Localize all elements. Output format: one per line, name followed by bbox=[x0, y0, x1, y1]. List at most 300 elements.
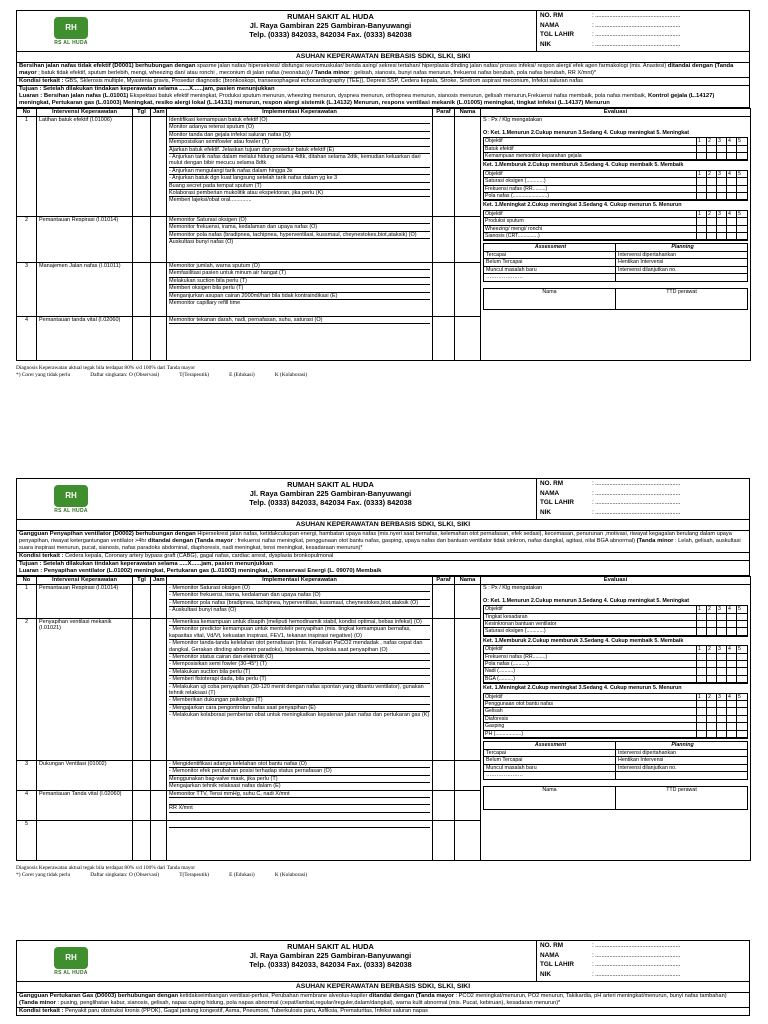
row-tgl[interactable] bbox=[133, 761, 151, 791]
scale-checkbox[interactable] bbox=[737, 668, 747, 675]
row-nama[interactable] bbox=[455, 117, 481, 217]
scale-checkbox[interactable] bbox=[717, 676, 727, 683]
label-nik: NIK bbox=[540, 508, 552, 516]
scale-checkbox[interactable] bbox=[737, 226, 747, 233]
row-paraf[interactable] bbox=[433, 585, 455, 619]
row-jam[interactable] bbox=[151, 790, 167, 820]
legend-item: E (Edukasi) bbox=[229, 372, 255, 378]
scale-header: 1 bbox=[697, 646, 707, 653]
scale-checkbox[interactable] bbox=[717, 621, 727, 628]
field-tgl-lahir[interactable]: : ...................................................... bbox=[592, 31, 681, 39]
scale-checkbox[interactable] bbox=[717, 614, 727, 621]
kondisi-body: Cedera kepala, Coronary artery bypass graft (CABG), gagal nafas, cardiac arrest, dysplasia bronkopulmonal bbox=[65, 553, 334, 559]
scale-checkbox[interactable] bbox=[707, 178, 717, 185]
legend-item: Daftar singkatan: O (Observasi) bbox=[90, 372, 160, 378]
implementation-item: - Mengajarkan cara pengontrolan nafas saat penyapihan (E) bbox=[169, 705, 430, 712]
tujuan: Tujuan : Setelah dilakukan tindakan keperawatan selama ......X......jam, pasien menunjukkan bbox=[19, 86, 275, 92]
row-paraf[interactable] bbox=[433, 217, 455, 263]
scale-checkbox[interactable] bbox=[697, 716, 707, 723]
hospital-name: RUMAH SAKIT AL HUDA bbox=[287, 12, 374, 21]
scale-checkbox[interactable] bbox=[717, 146, 727, 153]
scale-checkbox[interactable] bbox=[717, 708, 727, 715]
scale-checkbox[interactable] bbox=[717, 628, 727, 635]
scale-checkbox[interactable] bbox=[717, 186, 727, 193]
diagnosis-cause: spasme jalan nafas/ hipersekresi/ disfungsi neuromuskular/ benda asing/ sekresi tertahan/ hiperplasia dinding jalan nafas/ proses infeksi/ respon alergi/ efek agen farmakologi (mis. Anastesi) bbox=[197, 63, 667, 69]
scale-checkbox[interactable] bbox=[707, 628, 717, 635]
eval-grid-1 bbox=[483, 605, 748, 637]
implementation-item: - Memberi fisioterapi dada, bila perlu (T) bbox=[169, 676, 430, 683]
scale-checkbox[interactable] bbox=[737, 146, 747, 153]
objective-indicator: Pola nafas (..........) bbox=[484, 661, 697, 668]
scale-header: 1 bbox=[697, 606, 707, 613]
scale-checkbox[interactable] bbox=[697, 621, 707, 628]
row-paraf[interactable] bbox=[433, 790, 455, 820]
sign-ttd[interactable]: TTD perawat bbox=[666, 288, 697, 295]
col-tgl: Tgl bbox=[133, 577, 151, 585]
scale-checkbox[interactable] bbox=[697, 614, 707, 621]
scale-checkbox[interactable] bbox=[697, 628, 707, 635]
scale-checkbox[interactable] bbox=[697, 701, 707, 708]
implementation-item: Identifikasi kemampuan batuk efektif (O) bbox=[169, 117, 430, 124]
row-tgl[interactable] bbox=[133, 619, 151, 761]
scale-checkbox[interactable] bbox=[707, 153, 717, 160]
eval-objective-key: O: Ket. 1.Menurun 2.Cukup menurun 3.Sedang 4. Cukup meningkat 5. Meningkat bbox=[483, 597, 690, 604]
scale-checkbox[interactable] bbox=[697, 654, 707, 661]
implementation-item: Buang secret pada tempat sputum (T) bbox=[169, 183, 430, 190]
assessment-option[interactable]: Belum Tercapai bbox=[484, 757, 616, 764]
implementation-item: - Memberikan dukungan psikologis (T) bbox=[169, 697, 430, 704]
table-row bbox=[17, 585, 751, 619]
scale-checkbox[interactable] bbox=[727, 708, 737, 715]
implementation-item: Mengajarkan tehnik relaksasi nafas dalam (E) bbox=[169, 783, 281, 790]
row-nama[interactable] bbox=[455, 790, 481, 820]
implementation-item: - Melakukan uji coba penyapihan (30-120 menit dengan nafas spontan yang dibantu ventilator), gunakan tehnik relaksasi (T) bbox=[169, 684, 430, 698]
objective-indicator: Saturasi oksigen (............) bbox=[484, 628, 697, 635]
row-jam[interactable] bbox=[151, 761, 167, 791]
scale-checkbox[interactable] bbox=[717, 668, 727, 675]
field-nik[interactable]: : ...................................................... bbox=[592, 508, 681, 516]
row-paraf[interactable] bbox=[433, 263, 455, 317]
row-tgl[interactable] bbox=[133, 263, 151, 317]
scale-header: 5 bbox=[737, 606, 747, 613]
hospital-address: Jl. Raya Gambiran 225 Gambiran-Banyuwangi bbox=[249, 21, 412, 30]
scale-checkbox[interactable] bbox=[697, 178, 707, 185]
planning-option[interactable]: Intervensi dipertahankan bbox=[618, 251, 677, 258]
scale-checkbox[interactable] bbox=[717, 218, 727, 225]
row-nama[interactable] bbox=[455, 585, 481, 619]
assessment-option[interactable]: Muncul masalah baru bbox=[484, 267, 616, 274]
row-implementasi bbox=[167, 585, 433, 619]
sign-nama[interactable]: Nama bbox=[484, 289, 616, 309]
mayor-label: ditandai dengan (Tanda mayor bbox=[369, 993, 455, 999]
form-sheet-3 bbox=[16, 940, 750, 1016]
scale-checkbox[interactable] bbox=[707, 614, 717, 621]
scale-checkbox[interactable] bbox=[727, 193, 737, 200]
scale-checkbox[interactable] bbox=[737, 654, 747, 661]
scale-checkbox[interactable] bbox=[717, 233, 727, 240]
scale-checkbox[interactable] bbox=[697, 186, 707, 193]
diagnosis-block bbox=[16, 993, 750, 1008]
scale-checkbox[interactable] bbox=[737, 676, 747, 683]
scale-checkbox[interactable] bbox=[737, 153, 747, 160]
row-tgl[interactable] bbox=[133, 217, 151, 263]
legend-item: Daftar singkatan: O (Observasi) bbox=[90, 871, 160, 878]
label-tgl-lahir: TGL LAHIR bbox=[540, 961, 574, 969]
row-paraf[interactable] bbox=[433, 820, 455, 860]
minor-label: (Tanda minor bbox=[636, 538, 674, 544]
assessment-other[interactable]: ………………… bbox=[484, 274, 616, 281]
scale-checkbox[interactable] bbox=[727, 723, 737, 730]
scale-checkbox[interactable] bbox=[737, 708, 747, 715]
implementation-item: Memonitor tekanan darah, nadi, pernafasan, suhu, saturasi (O) bbox=[169, 317, 430, 324]
scale-checkbox[interactable] bbox=[737, 218, 747, 225]
scale-checkbox[interactable] bbox=[737, 731, 747, 738]
planning-option[interactable]: Hentikan Intervensi bbox=[618, 757, 664, 764]
scale-checkbox[interactable] bbox=[707, 226, 717, 233]
objective-indicator: Tingkat kesadaran bbox=[484, 614, 697, 621]
kondisi-label: Kondisi terkait : bbox=[19, 78, 64, 84]
ap-row bbox=[484, 757, 747, 765]
minor-body: : gelisah, sianosis, bunyi nafas menurun, frekuensi nafas berubah, pola nafas berubah, RR X/mnt)* bbox=[351, 70, 597, 76]
minor-label: (Tanda minor bbox=[19, 1000, 56, 1006]
col-evaluasi: Evaluasi bbox=[481, 109, 751, 117]
scale-checkbox[interactable] bbox=[717, 716, 727, 723]
implementation-item: - Mengidentifikasi adanya kelelahan otot bantu nafas (O) bbox=[169, 761, 430, 768]
scale-checkbox[interactable] bbox=[737, 178, 747, 185]
scale-checkbox[interactable] bbox=[727, 716, 737, 723]
table-header bbox=[17, 109, 751, 117]
sheet-header bbox=[16, 940, 750, 982]
ap-row bbox=[484, 765, 747, 773]
hospital-name: RUMAH SAKIT AL HUDA bbox=[287, 480, 374, 489]
planning-option[interactable]: Intervensi dilanjutkan no. bbox=[618, 764, 677, 771]
scale-checkbox[interactable] bbox=[717, 661, 727, 668]
assessment-option[interactable]: Tercapai bbox=[484, 252, 616, 259]
scale-checkbox[interactable] bbox=[727, 676, 737, 683]
ap-row bbox=[484, 274, 747, 281]
scale-checkbox[interactable] bbox=[707, 661, 717, 668]
scale-header: 4 bbox=[727, 211, 737, 218]
row-nama[interactable] bbox=[455, 820, 481, 860]
scale-checkbox[interactable] bbox=[727, 226, 737, 233]
hospital-phone: Telp. (0333) 842033, 842034 Fax. (0333) 842038 bbox=[249, 960, 412, 969]
row-nama[interactable] bbox=[455, 619, 481, 761]
scale-checkbox[interactable] bbox=[697, 153, 707, 160]
mayor-body: : PCO2 meningkat/menurun, PO2 menurun, Takikardia, pH arteri meningkat/menurun, bunyi nafas tambahan) bbox=[455, 993, 727, 999]
objective-indicator: Frekuensi nafas (RR.........) bbox=[484, 186, 697, 193]
assessment-option[interactable]: Muncul masalah baru bbox=[484, 765, 616, 772]
scale-checkbox[interactable] bbox=[737, 621, 747, 628]
row-implementasi bbox=[167, 263, 433, 317]
scale-checkbox[interactable] bbox=[707, 676, 717, 683]
scale-checkbox[interactable] bbox=[737, 716, 747, 723]
sign-ttd[interactable]: TTD perawat bbox=[666, 786, 697, 793]
eval-subjective: S : Px / Klg mengatakan bbox=[483, 585, 543, 591]
label-nama: NAMA bbox=[540, 489, 560, 497]
scale-checkbox[interactable] bbox=[697, 218, 707, 225]
scale-checkbox[interactable] bbox=[727, 186, 737, 193]
signature-box bbox=[483, 786, 748, 810]
form-sheet-1 bbox=[16, 10, 750, 379]
scale-checkbox[interactable] bbox=[697, 193, 707, 200]
implementation-item: Memonitor TTV, Tensi mmHg, suhu C, nadi X/mnt bbox=[169, 791, 430, 798]
field-no-rm[interactable]: : ...................................................... bbox=[592, 942, 681, 950]
sign-nama[interactable]: Nama bbox=[484, 787, 616, 809]
legend-item: K (Kolaborasi) bbox=[274, 871, 308, 878]
scale-checkbox[interactable] bbox=[707, 731, 717, 738]
col-jam: Jam bbox=[151, 577, 167, 585]
scale-checkbox[interactable] bbox=[717, 193, 727, 200]
scale-checkbox[interactable] bbox=[707, 701, 717, 708]
scale-checkbox[interactable] bbox=[727, 668, 737, 675]
eval-key-2: Ket. 1.Memburuk 2.Cukup memburuk 3.Sedang 4. Cukup membaik 5. Membaik bbox=[483, 637, 684, 644]
label-nama: NAMA bbox=[540, 951, 560, 959]
eval-grid-1 bbox=[483, 137, 748, 161]
scale-checkbox[interactable] bbox=[737, 193, 747, 200]
scale-checkbox[interactable] bbox=[737, 233, 747, 240]
label-nik: NIK bbox=[540, 40, 552, 48]
scale-checkbox[interactable] bbox=[727, 614, 737, 621]
scale-header: 4 bbox=[727, 171, 737, 178]
scale-checkbox[interactable] bbox=[717, 723, 727, 730]
scale-checkbox[interactable] bbox=[727, 146, 737, 153]
objective-indicator: Penggunaan otot bantu nafas bbox=[484, 701, 697, 708]
col-jam: Jam bbox=[151, 109, 167, 117]
row-paraf[interactable] bbox=[433, 619, 455, 761]
scale-checkbox[interactable] bbox=[697, 731, 707, 738]
patient-identity bbox=[537, 11, 749, 51]
scale-checkbox[interactable] bbox=[727, 178, 737, 185]
label-no-rm: NO. RM bbox=[540, 12, 564, 20]
hospital-phone: Telp. (0333) 842033, 842034 Fax. (0333) 842038 bbox=[249, 498, 412, 507]
label-no-rm: NO. RM bbox=[540, 480, 564, 488]
logo-text: RS AL HUDA bbox=[54, 39, 88, 46]
scale-checkbox[interactable] bbox=[697, 226, 707, 233]
row-intervensi: Pemantauan tanda vital (I.02060) bbox=[37, 317, 133, 361]
form-title: ASUHAN KEPERAWATAN BERBASIS SDKI, SLKI, SIKI bbox=[16, 520, 750, 531]
row-nama[interactable] bbox=[455, 761, 481, 791]
scale-checkbox[interactable] bbox=[717, 701, 727, 708]
scale-checkbox[interactable] bbox=[707, 218, 717, 225]
row-jam[interactable] bbox=[151, 317, 167, 361]
diagnosis-title: Gangguan Penyapihan ventilator (D0002) berhubungan dengan bbox=[19, 531, 196, 537]
scale-checkbox[interactable] bbox=[737, 661, 747, 668]
field-nama[interactable]: : ...................................................... bbox=[592, 951, 681, 959]
col-paraf: Paraf bbox=[433, 109, 455, 117]
scale-checkbox[interactable] bbox=[717, 226, 727, 233]
scale-checkbox[interactable] bbox=[707, 654, 717, 661]
hospital-name: RUMAH SAKIT AL HUDA bbox=[287, 942, 374, 951]
row-tgl[interactable] bbox=[133, 585, 151, 619]
scale-checkbox[interactable] bbox=[697, 661, 707, 668]
footer-notes bbox=[16, 365, 750, 379]
scale-checkbox[interactable] bbox=[707, 621, 717, 628]
row-nama[interactable] bbox=[455, 217, 481, 263]
diagnosis-block bbox=[16, 531, 750, 553]
field-nama[interactable]: : ...................................................... bbox=[592, 489, 681, 497]
scale-checkbox[interactable] bbox=[737, 186, 747, 193]
row-tgl[interactable] bbox=[133, 117, 151, 217]
table-header bbox=[17, 577, 751, 585]
scale-checkbox[interactable] bbox=[727, 661, 737, 668]
col-nama: Nama bbox=[455, 109, 481, 117]
eval-grid-2 bbox=[483, 170, 748, 202]
mayor-body: ; batuk tidak efektif, sputum berlebih, mengi, wheezing dan/ atau ronchi , meconium di jalan nafas (neonatus)) bbox=[38, 70, 310, 76]
hospital-logo bbox=[17, 479, 125, 519]
objective-indicator: PH (..................) bbox=[484, 731, 697, 738]
implementation-item: - Memonitor Saturasi oksigen (O) bbox=[169, 585, 430, 592]
planning-other[interactable] bbox=[616, 772, 747, 779]
tujuan: Tujuan : Setelah dilakukan tindakan keperawatan selama .....X......jam, pasien menunjukkan bbox=[19, 561, 273, 567]
scale-checkbox[interactable] bbox=[707, 146, 717, 153]
row-jam[interactable] bbox=[151, 619, 167, 761]
scale-checkbox[interactable] bbox=[717, 178, 727, 185]
scale-checkbox[interactable] bbox=[717, 153, 727, 160]
scale-checkbox[interactable] bbox=[707, 716, 717, 723]
scale-checkbox[interactable] bbox=[707, 186, 717, 193]
implementation-item: - Auskultasi bunyi nafas (O) bbox=[169, 607, 237, 614]
scale-header: 2 bbox=[707, 138, 717, 145]
row-nama[interactable] bbox=[455, 263, 481, 317]
label-nama: NAMA bbox=[540, 21, 560, 29]
scale-checkbox[interactable] bbox=[707, 193, 717, 200]
logo-mark: RH bbox=[54, 17, 88, 39]
scale-checkbox[interactable] bbox=[697, 723, 707, 730]
implementation-item: Melakukan suction bila perlu (T) bbox=[169, 278, 430, 285]
row-jam[interactable] bbox=[151, 820, 167, 860]
legend-item: T(Terapeutik) bbox=[179, 372, 210, 378]
scale-checkbox[interactable] bbox=[727, 621, 737, 628]
field-nik[interactable]: : ...................................................... bbox=[592, 40, 681, 48]
row-nama[interactable] bbox=[455, 317, 481, 361]
field-tgl-lahir[interactable]: : ...................................................... bbox=[592, 499, 681, 507]
scale-checkbox[interactable] bbox=[717, 654, 727, 661]
hospital-info bbox=[125, 941, 537, 981]
luaran: Luaran : Penyapihan ventilator (L.01002) meningkat, Pertukaran gas (L.01003) meningkat, , Konservasi Energi (L. 09070) Membaik bbox=[19, 568, 382, 574]
implementation-item: Monitor adanya retensi sputum (O) bbox=[169, 124, 430, 131]
kondisi-block bbox=[16, 1008, 750, 1016]
implementation-item: Ajarkan batuk efektif. Jelaskan tujuan dan prosedur batuk efektif (E) bbox=[169, 147, 430, 154]
eval-grid-3 bbox=[483, 210, 748, 242]
scale-checkbox[interactable] bbox=[697, 676, 707, 683]
objective-indicator: Produksi sputum bbox=[484, 218, 697, 225]
scale-checkbox[interactable] bbox=[727, 153, 737, 160]
scale-header: 2 bbox=[707, 646, 717, 653]
scale-header: 5 bbox=[737, 694, 747, 701]
scale-checkbox[interactable] bbox=[727, 654, 737, 661]
scale-checkbox[interactable] bbox=[727, 218, 737, 225]
sheet-header bbox=[16, 478, 750, 520]
row-tgl[interactable] bbox=[133, 790, 151, 820]
kondisi-block bbox=[16, 78, 750, 86]
logo-mark: RH bbox=[54, 485, 88, 507]
objective-indicator: Frekuensi nafas (RR.........) bbox=[484, 654, 697, 661]
scale-checkbox[interactable] bbox=[737, 723, 747, 730]
implementation-item: Monitor tanda dan gejala infeksi saluran nafas (O) bbox=[169, 132, 430, 139]
row-tgl[interactable] bbox=[133, 820, 151, 860]
scale-checkbox[interactable] bbox=[727, 233, 737, 240]
implementation-item: - Memonitor pola nafas (bradipnea, tachipnea, hyperventilasi, kussmaul, cheynestokes,biot,ataksik (O) bbox=[169, 600, 430, 607]
row-implementasi bbox=[167, 317, 433, 361]
implementation-item: Memonitor pola nafas (bradipnea, tachipnea, hyperventilasi, kussmaul, cheynestokes,biot,ataksik) (O) bbox=[169, 232, 430, 239]
objective-header: Objektif bbox=[484, 646, 697, 653]
row-no: 4 bbox=[17, 790, 37, 820]
minor-body: : Lelah, gelisah, auskultasi suara inspirasi menurun, pucat, sianosis, nafas paradoks abdominal, diaphoresis, nadi meningkat, tensi meningkat, kesadaraan menurun)* bbox=[19, 538, 741, 551]
hospital-address: Jl. Raya Gambiran 225 Gambiran-Banyuwangi bbox=[249, 951, 412, 960]
field-nama[interactable]: : ...................................................... bbox=[592, 21, 681, 29]
planning-other[interactable] bbox=[616, 274, 747, 281]
scale-checkbox[interactable] bbox=[707, 723, 717, 730]
scale-checkbox[interactable] bbox=[727, 628, 737, 635]
row-no: 1 bbox=[17, 117, 37, 217]
scale-checkbox[interactable] bbox=[717, 731, 727, 738]
implementation-item: - Anjurkan batuk dgn kuat langsung setelah tarik nafas dalam yg ke 3 bbox=[169, 175, 430, 182]
scale-header: 5 bbox=[737, 646, 747, 653]
implementation-item: - Memonitor tanda-tanda kelelahan otot pernafasan (mis. Kenaikan PaCO2 mendadak , nafas cepat dan dangkal, Gerakan dinding abdomen paradoks), hipoksemia, hipoksia saat penyapihan (O) bbox=[169, 640, 430, 654]
scale-checkbox[interactable] bbox=[737, 614, 747, 621]
diagnosis-cause: Hipersekresi jalan nafas, ketidakcukupan energi, hambatan upaya nafas (mis.nyeri saat bernafas, kelemahan otot pernafasan, efek sedasi), kecemasan, penurunan ,motivasi, riwayat kegagalan berulang dalam upaya penyapihan, riwayat ketergantungan ventilator >4hr bbox=[19, 531, 732, 544]
scale-checkbox[interactable] bbox=[737, 628, 747, 635]
row-paraf[interactable] bbox=[433, 317, 455, 361]
row-paraf[interactable] bbox=[433, 761, 455, 791]
ap-row bbox=[484, 252, 747, 260]
scale-checkbox[interactable] bbox=[697, 146, 707, 153]
scale-checkbox[interactable] bbox=[737, 701, 747, 708]
assessment-option[interactable]: Belum Tercapai bbox=[484, 259, 616, 266]
patient-identity bbox=[537, 479, 749, 519]
scale-checkbox[interactable] bbox=[697, 668, 707, 675]
row-jam[interactable] bbox=[151, 117, 167, 217]
planning-option[interactable]: Intervensi dipertahankan bbox=[618, 749, 677, 756]
field-no-rm[interactable]: : ...................................................... bbox=[592, 480, 681, 488]
row-tgl[interactable] bbox=[133, 317, 151, 361]
diagnosis-title: Bersihan jalan nafas tidak efektif (D0001) berhubungan dengan bbox=[19, 63, 196, 69]
assessment-option[interactable]: Tercapai bbox=[484, 750, 616, 757]
field-no-rm[interactable]: : ...................................................... bbox=[592, 12, 681, 20]
scale-checkbox[interactable] bbox=[707, 668, 717, 675]
row-jam[interactable] bbox=[151, 217, 167, 263]
planning-option[interactable]: Intervensi dilanjutkan no. bbox=[618, 266, 677, 273]
row-jam[interactable] bbox=[151, 585, 167, 619]
logo-text: RS AL HUDA bbox=[54, 969, 88, 976]
scale-header: 4 bbox=[727, 646, 737, 653]
row-intervensi: Pemantauan Tanda vital (I.02060) bbox=[37, 790, 133, 820]
scale-checkbox[interactable] bbox=[707, 233, 717, 240]
label-nik: NIK bbox=[540, 970, 552, 978]
form-title: ASUHAN KEPERAWATAN BERBASIS SDKI, SLKI, SIKI bbox=[16, 52, 750, 63]
legend-item: K (Kolaborasi) bbox=[274, 372, 308, 378]
implementation-item: - Anjurkan tarik nafas dalam melalui hidung selama 4dtk, ditahan selama 2dtk, kemudian keluarkan dari mulut dengan bibir mecucu selama 8dtk bbox=[169, 154, 430, 168]
eval-subjective: S : Px / Klg mengatakan bbox=[483, 117, 543, 123]
scale-checkbox[interactable] bbox=[727, 731, 737, 738]
row-jam[interactable] bbox=[151, 263, 167, 317]
implementation-item: Memonitor Saturasi oksigen (O) bbox=[169, 217, 430, 224]
implementation-item: - Anjurkan mengulangi tarik nafas dalam hingga 3x bbox=[169, 168, 430, 175]
scale-checkbox[interactable] bbox=[707, 708, 717, 715]
field-tgl-lahir[interactable]: : ...................................................... bbox=[592, 961, 681, 969]
row-implementasi bbox=[167, 820, 433, 860]
patient-identity bbox=[537, 941, 749, 981]
row-paraf[interactable] bbox=[433, 117, 455, 217]
hospital-phone: Telp. (0333) 842033, 842034 Fax. (0333) 842038 bbox=[249, 30, 412, 39]
planning-option[interactable]: Hentikan Intervensi bbox=[618, 259, 664, 266]
scale-checkbox[interactable] bbox=[727, 701, 737, 708]
field-nik[interactable]: : ...................................................... bbox=[592, 970, 681, 978]
objective-header: Objektif bbox=[484, 138, 697, 145]
scale-checkbox[interactable] bbox=[697, 708, 707, 715]
scale-checkbox[interactable] bbox=[697, 233, 707, 240]
assessment-other[interactable]: ………………… bbox=[484, 772, 616, 779]
